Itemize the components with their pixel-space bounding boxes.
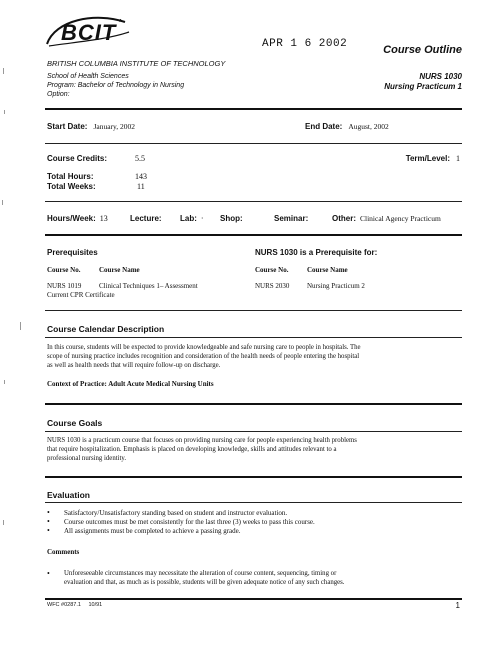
divider: [45, 476, 462, 478]
logo-trademark-icon: *: [119, 18, 123, 27]
calendar-line: as well as health needs that will require follow-up on discharge.: [47, 362, 221, 369]
divider: [45, 201, 462, 202]
form-code-number: WFC #0287.1: [47, 602, 81, 608]
goals-line: professional nursing identity.: [47, 455, 127, 462]
other-label: Other:: [332, 214, 356, 223]
bullet-icon: •: [47, 526, 50, 535]
divider: [45, 234, 462, 236]
lecture-label: Lecture:: [130, 214, 162, 223]
prereq-title: Prerequisites: [47, 248, 98, 257]
program-name: Program: Bachelor of Technology in Nursing: [47, 82, 185, 89]
prereq-for-col-no: Course No.: [255, 266, 289, 274]
form-code: [47, 602, 102, 608]
comments-title: Comments: [47, 548, 80, 556]
start-date-value: January, 2002: [93, 122, 136, 131]
school-name: School of Health Sciences: [47, 73, 129, 80]
evaluation-title: Evaluation: [47, 490, 90, 500]
term-value: 1: [456, 154, 460, 163]
scan-mark: [3, 520, 4, 525]
calendar-line: In this course, students will be expected to provide knowledgeable and safe nursing care to people in hospitals. The: [47, 344, 361, 351]
total-weeks-value: 11: [137, 182, 145, 191]
scan-mark: [4, 380, 5, 384]
goals-line: NURS 1030 is a practicum course that focuses on providing nursing care for people experiencing health problems: [47, 437, 357, 444]
credits-value: 5.5: [135, 154, 145, 163]
prereq-row-name: Clinical Techniques 1– Assessment: [99, 282, 198, 290]
prereq-row-no: Current CPR Certificate: [47, 291, 115, 299]
course-code: NURS 1030: [419, 72, 462, 81]
course-name: Nursing Practicum 1: [384, 82, 462, 91]
evaluation-item: All assignments must be completed to achieve a passing grade.: [64, 527, 241, 535]
comments-line: Unforeseeable circumstances may necessitate the alteration of course content, sequencing, timing or: [64, 570, 337, 577]
divider: [45, 431, 462, 432]
prereq-row-no: NURS 1019: [47, 282, 82, 290]
hours-week-value: 13: [99, 214, 108, 223]
form-code-date: 10/91: [88, 602, 103, 608]
shop-label: Shop:: [220, 214, 243, 223]
prereq-col-no: Course No.: [47, 266, 81, 274]
credits-label: Course Credits:: [47, 154, 108, 163]
date-stamp: APR 1 6 2002: [262, 38, 348, 50]
end-date-row: [305, 122, 389, 132]
comments-line: evaluation and that, as much as is possible, students will be given adequate notice of any such changes.: [64, 579, 345, 586]
scan-mark: [4, 110, 5, 114]
bcit-logo: [45, 14, 135, 48]
start-date-label: Start Date:: [47, 122, 88, 131]
prereq-col-name: Course Name: [99, 266, 140, 274]
lab-value: ·: [200, 214, 204, 223]
divider: [45, 143, 462, 144]
scan-mark: [2, 200, 3, 205]
divider: [45, 310, 462, 311]
hours-per-week: [47, 214, 108, 224]
prereq-for-row-no: NURS 2030: [255, 282, 290, 290]
other-field: [332, 214, 441, 224]
divider: [45, 403, 462, 405]
prereq-for-row-name: Nursing Practicum 2: [307, 282, 365, 290]
start-date-row: [47, 122, 135, 132]
other-value: Clinical Agency Practicum: [360, 214, 441, 223]
lab-label: Lab:: [180, 214, 197, 223]
scan-mark: [20, 322, 21, 330]
scan-mark: [3, 68, 4, 74]
page-number: 1: [455, 601, 460, 610]
divider: [45, 502, 462, 503]
total-weeks-label: Total Weeks:: [47, 182, 96, 191]
option-label: Option:: [47, 91, 70, 98]
context-of-practice: Context of Practice: Adult Acute Medical Nursing Units: [47, 380, 214, 388]
logo-text: BCIT: [61, 20, 117, 45]
term-row: [406, 154, 460, 164]
prereq-for-col-name: Course Name: [307, 266, 348, 274]
divider: [45, 108, 462, 110]
calendar-title: Course Calendar Description: [47, 324, 165, 334]
end-date-label: End Date:: [305, 122, 343, 131]
evaluation-item: Satisfactory/Unsatisfactory standing based on student and instructor evaluation.: [64, 509, 288, 517]
institution-name: BRITISH COLUMBIA INSTITUTE OF TECHNOLOGY: [47, 59, 226, 68]
hours-week-label: Hours/Week:: [47, 214, 96, 223]
seminar-label: Seminar:: [274, 214, 309, 223]
divider: [45, 337, 462, 338]
term-label: Term/Level:: [405, 154, 450, 163]
prereq-for-title: NURS 1030 is a Prerequisite for:: [255, 248, 378, 257]
lab-field: [180, 214, 204, 224]
goals-title: Course Goals: [47, 418, 103, 428]
bullet-icon: •: [47, 508, 50, 517]
total-hours-value: 143: [135, 172, 147, 181]
doc-title: Course Outline: [383, 44, 462, 56]
total-hours-label: Total Hours:: [47, 172, 94, 181]
end-date-value: August, 2002: [348, 122, 389, 131]
bullet-icon: •: [47, 517, 50, 526]
evaluation-item: Course outcomes must be met consistently for the last three (3) weeks to pass this course.: [64, 518, 315, 526]
footer-divider: [45, 598, 462, 600]
bullet-icon: •: [47, 569, 50, 578]
goals-line: that require hospitalization. Emphasis is placed on developing knowledge, skills and attitudes relevant to a: [47, 446, 337, 453]
calendar-line: scope of nursing practice includes recognition and consideration of the health needs of people entering the hospital: [47, 353, 360, 360]
